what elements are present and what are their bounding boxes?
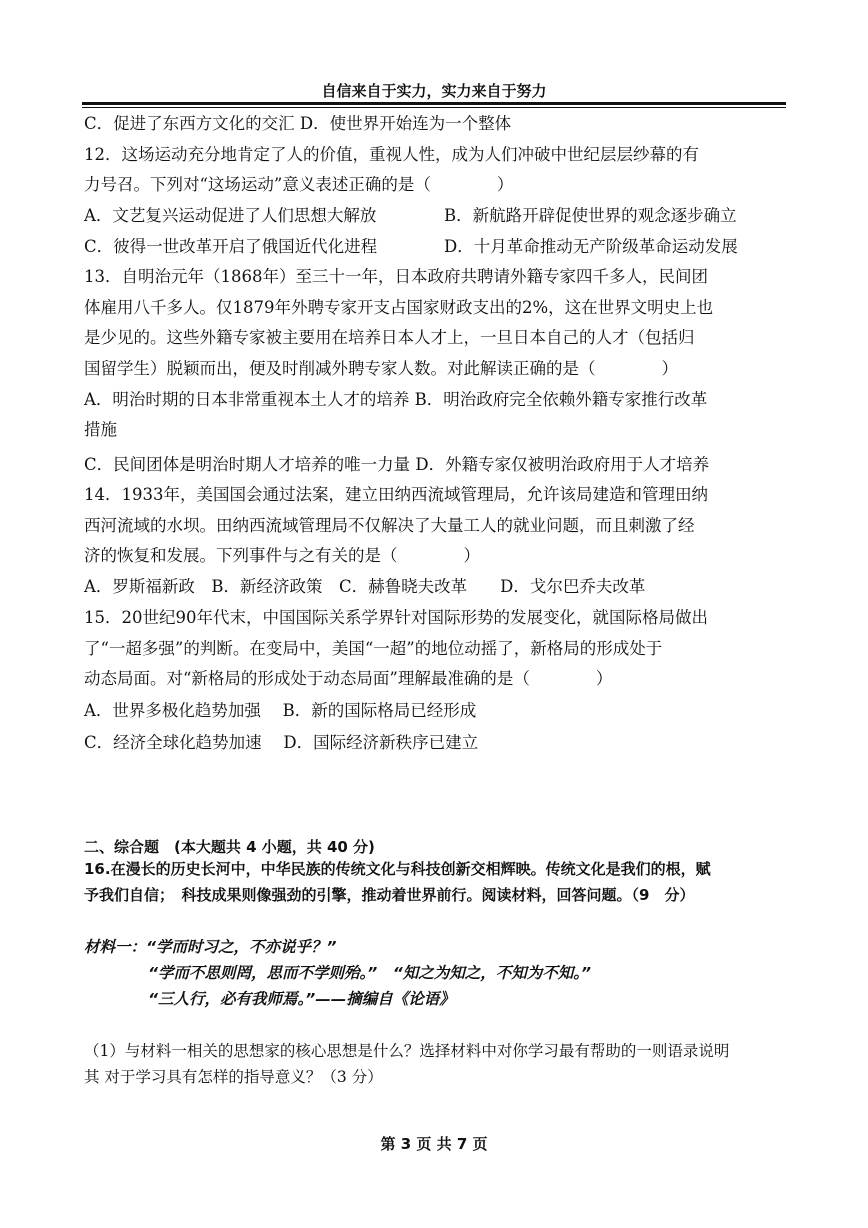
q15-options-ab: A．世界多极化趋势加强 B．新的国际格局已经形成 [84,701,477,720]
page-number: 第 3 页 共 7 页 [380,1135,488,1153]
q13-stem-line-1: 13．自明治元年（1868年）至三十一年，日本政府共聘请外籍专家四千多人，民间团 [84,267,708,286]
q12-option-a: A．文艺复兴运动促进了人们思想大解放 [84,206,377,225]
q13-options-ab: A．明治时期的日本非常重视本土人才的培养 B．明治政府完全依赖外籍专家推行改革 [84,390,708,409]
q14-options: A．罗斯福新政 B．新经济政策 C．赫鲁晓夫改革 D．戈尔巴乔夫改革 [84,577,646,596]
q16-sub1-line-2: 其 对于学习具有怎样的指导意义？（3 分） [84,1068,383,1086]
q13-options-ab-wrap: 措施 [84,420,117,439]
q13-options-cd: C．民间团体是明治时期人才培养的唯一力量 D．外籍专家仅被明治政府用于人才培养 [84,455,710,474]
q12-stem-line-2: 力号召。下列对“这场运动”意义表述正确的是（ ） [84,175,514,194]
q15-stem-line-1: 15．20世纪90年代末，中国国际关系学界针对国际形势的发展变化，就国际格局做出 [84,608,708,627]
material-1-line-2: “学而不思则罔，思而不学则殆。” “知之为知之，不知为不知。” [148,964,591,982]
section-2-title: 二、综合题 (本大题共 4 小题，共 40 分) [84,838,375,856]
q12-option-c: C．彼得一世改革开启了俄国近代化进程 [84,237,378,256]
q16-sub1-line-1: （1）与材料一相关的思想家的核心思想是什么？选择材料中对你学习最有帮助的一则语录说明 [84,1042,730,1060]
q16-stem-line-2: 予我们自信； 科技成果则像强劲的引擎，推动着世界前行。阅读材料，回答问题。（9 分） [84,886,695,904]
q12-stem-line-1: 12．这场运动充分地肯定了人的价值，重视人性，成为人们冲破中世纪层层纱幕的有 [84,145,699,164]
q16-stem-line-1: 16.在漫长的历史长河中，中华民族的传统文化与科技创新交相辉映。传统文化是我们的根，赋 [84,860,711,878]
material-1-line-3: “三人行，必有我师焉。”——摘编自《论语》 [148,990,455,1008]
q13-stem-line-2: 体雇用八千多人。仅1879年外聘专家开支占国家财政支出的2%，这在世界文明史上也 [84,298,714,317]
header-motto: 自信来自于实力，实力来自于努力 [321,82,547,100]
q14-stem-line-3: 济的恢复和发展。下列事件与之有关的是（ ） [84,546,480,565]
q15-options-cd: C．经济全球化趋势加速 D．国际经济新秩序已建立 [84,733,479,752]
q14-stem-line-2: 西河流域的水坝。田纳西流域管理局不仅解决了大量工人的就业问题，而且刺激了经 [84,516,695,535]
q13-stem-line-4: 国留学生）脱颖而出，便及时削减外聘专家人数。对此解读正确的是（ ） [84,359,678,378]
q14-stem-line-1: 14．1933年，美国国会通过法案，建立田纳西流域管理局，允许该局建造和管理田纳 [84,485,708,504]
q15-stem-line-2: 了“一超多强”的判断。在变局中，美国“一超”的地位动摇了，新格局的形成处于 [84,639,663,658]
q12-option-b: B．新航路开辟促使世界的观念逐步确立 [444,206,737,225]
q12-option-d: D．十月革命推动无产阶级革命运动发展 [444,237,738,256]
q11-options-cd: C．促进了东西方文化的交汇 D．使世界开始连为一个整体 [84,114,512,133]
material-1-line-1: 材料一：“学而时习之，不亦说乎？” [84,938,337,956]
q13-stem-line-3: 是少见的。这些外籍专家被主要用在培养日本人才上，一旦日本自己的人才（包括归 [84,328,695,347]
header-rule-thick [82,102,786,105]
q15-stem-line-3: 动态局面。对“新格局的形成处于动态局面”理解最准确的是（ ） [84,669,613,688]
header-rule-thin [82,107,786,108]
